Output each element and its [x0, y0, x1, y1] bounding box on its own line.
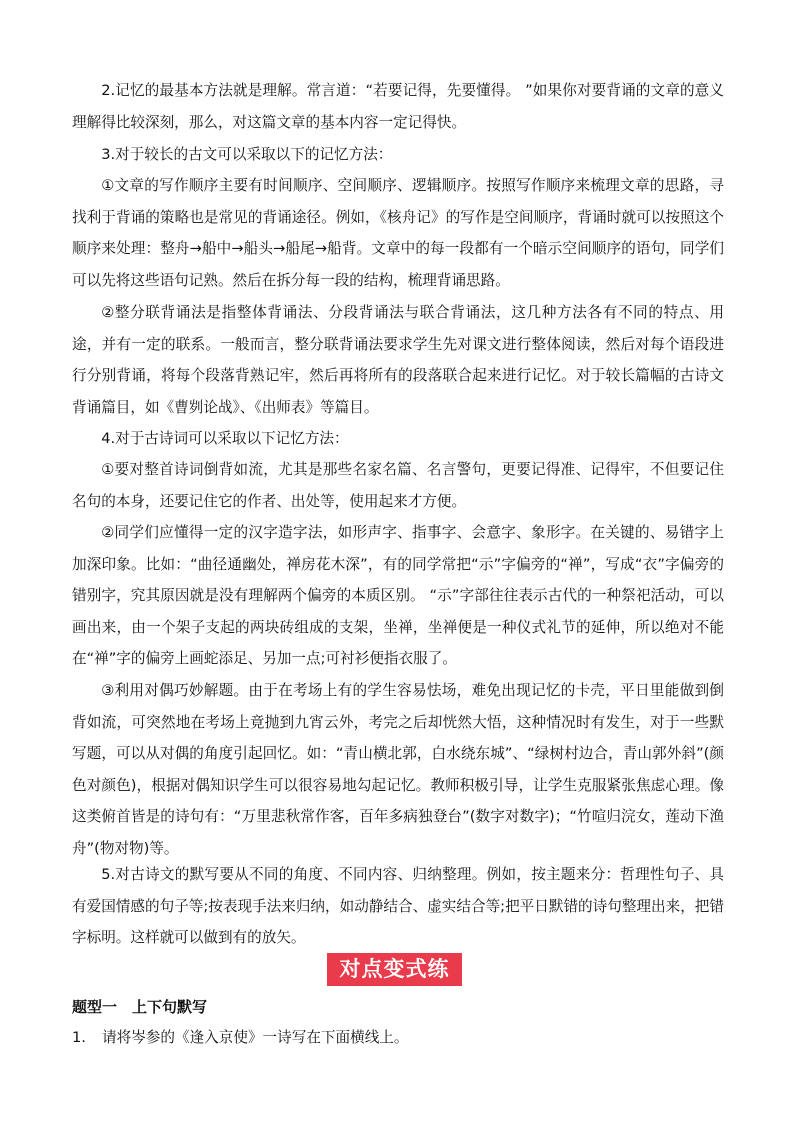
question-text: 请将岑参的《逢入京使》一诗写在下面横线上。 [102, 1029, 409, 1046]
paragraph-organize: 5.对古诗文的默写要从不同的角度、不同内容、归纳整理。例如，按主题来分：哲理性句子、具有爱国情感的句子等;按表现手法来归纳，如动静结合、虚实结合等;把平日默错的诗句整理出来，把错字标明。这样就可以做到有的放矢。 [72, 866, 724, 946]
paragraph-antithesis: ③利用对偶巧妙解题。由于在考场上有的学生容易怯场，难免出现记忆的卡壳，平日里能做到倒背如流，可突然地在考场上竟抛到九宵云外，考完之后却恍然大悟，这种情况时有发生，对于一些默写题，可以从对偶的角度引起回忆。如：“青山横北郭，白水绕东城”、“绿树村边合，青山郭外斜”(颜色对颜色)，根据对偶知识学生可以很容易地勾起记忆。教师积极引导，让学生克服紧张焦虑心理。像这类俯首皆是的诗句有：“万里悲秋常作客，百年多病独登台”(数字对数字)；“竹喧归浣女，莲动下渔舟”(物对物)等。 [72, 682, 724, 857]
paragraph-whole-part-method: ②整分联背诵法是指整体背诵法、分段背诵法与联合背诵法，这几种方法各有不同的特点、用途，并有一定的联系。一般而言，整分联背诵法要求学生先对课文进行整体阅读，然后对每个语段进行分别背诵，将每个段落背熟记牢，然后再将所有的段落联合起来进行记忆。对于较长篇幅的古诗文背诵篇目，如《曹刿论战》、《出师表》等篇目。 [72, 304, 724, 416]
question-number: 1. [72, 1029, 86, 1046]
practice-banner: 对点变式练 [327, 953, 462, 986]
paragraph-poetry-heading: 4.对于古诗词可以采取以下记忆方法： [101, 430, 349, 447]
paragraph-writing-order: ①文章的写作顺序主要有时间顺序、空间顺序、逻辑顺序。按照写作顺序来梳理文章的思路，寻找利于背诵的策略也是常见的背诵途径。例如，《核舟记》的写作是空间顺序，背诵时就可以按照这个顺序来处理：整舟→船中→船头→船尾→船背。文章中的每一段都有一个暗示空间顺序的语句，同学们可以先将这些语句记熟。然后在拆分每一段的结构，梳理背诵思路。 [72, 177, 724, 289]
question-item [72, 1027, 408, 1049]
paragraph-understanding: 2.记忆的最基本方法就是理解。常言道：“若要记得，先要懂得。 ”如果你对要背诵的文章的意义理解得比较深刻，那么，对这篇文章的基本内容一定记得快。 [72, 82, 724, 131]
section-heading: 题型一 上下句默写 [72, 998, 208, 1016]
paragraph-recite-fluently: ①要对整首诗词倒背如流，尤其是那些名家名篇、名言警句，更要记得准、记得牢，不但要记住名句的本身，还要记住它的作者、出处等，使用起来才方便。 [72, 461, 724, 510]
paragraph-long-classical-heading: 3.对于较长的古文可以采取以下的记忆方法： [101, 146, 393, 163]
paragraph-character-formation: ②同学们应懂得一定的汉字造字法，如形声字、指事字、会意字、象形字。在关键的、易错字上加深印象。比如：“曲径通幽处，禅房花木深”，有的同学常把“示”字偏旁的“禅”，写成“衣”字偏旁的错别字，究其原因就是没有理解两个偏旁的本质区别。 “示”字部往往表示古代的一种祭祀活动，可以画出来，由一个架子支起的两块砖组成的支架，坐禅，坐禅便是一种仪式礼节的延伸，所以绝对不能在“禅”字的偏旁上画蛇添足、另加一点;可衬衫便指衣服了。 [72, 524, 724, 667]
